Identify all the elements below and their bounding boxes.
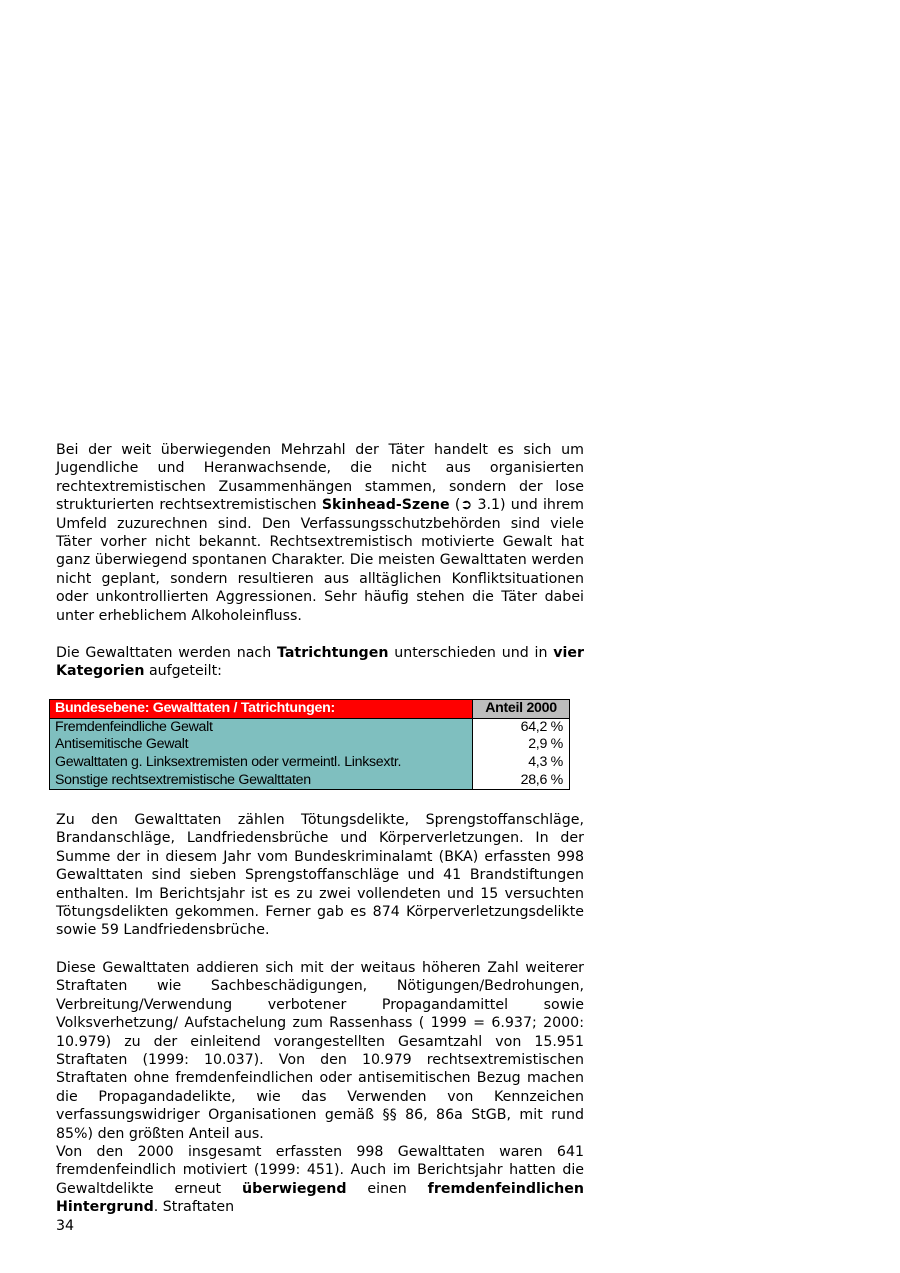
emphasis-skinhead-szene: Skinhead-Szene bbox=[321, 497, 450, 514]
text-span: ( bbox=[449, 497, 461, 514]
table-header-row bbox=[50, 700, 570, 719]
table-cell-share: 64,2 % bbox=[473, 718, 570, 736]
table-cell-share: 4,3 % bbox=[473, 754, 570, 772]
table-cell-share: 2,9 % bbox=[473, 736, 570, 754]
text-span: 3.1) und ihrem Umfeld zuzurechnen sind. Den Verfassungsschutzbehörden sind viele Täter vorher nicht bekannt. Rechtsextremistisch motivierte Gewalt hat ganz überwiegend spontanen Charakter. Die meisten Gewalttaten werden nicht geplant, sondern resultieren aus alltäglichen Konfliktsituationen oder unkontrollierten Aggressionen. Sehr häufig stehen die Täter dabei unter erheblichem Alkoholeinfluss. bbox=[56, 497, 584, 624]
text-span: aufgeteilt: bbox=[144, 663, 222, 680]
emphasis-vier-kategorien: vier Kategorien bbox=[56, 645, 584, 680]
text-span: Von den 2000 insgesamt erfassten 998 Gewalttaten waren 641 fremdenfeindlich motiviert (1999: 451). Auch im Berichtsjahr hatten die Gewaltdelikte erneut bbox=[56, 1144, 584, 1197]
emphasis-tatrichtungen: Tatrichtungen bbox=[277, 645, 389, 661]
table-cell-category: Gewalttaten g. Linksextremisten oder vermeintl. Linksextr. bbox=[50, 754, 473, 772]
paragraph-perpetrators bbox=[56, 441, 584, 625]
table-row bbox=[50, 736, 570, 754]
text-span: Bei der weit überwiegenden Mehrzahl der Täter handelt es sich um Jugendliche und Heranwachsende, die nicht aus organisierten rechtextremistischen Zusammenhängen stammen, sondern der lose strukturierten rechtsextremistischen bbox=[56, 442, 584, 514]
paragraph-categories-intro bbox=[56, 644, 584, 681]
paragraph-xenophobic-violence bbox=[56, 1143, 584, 1217]
table-row bbox=[50, 754, 570, 772]
table-cell-category: Sonstige rechtsextremistische Gewalttaten bbox=[50, 771, 473, 789]
violence-categories-table bbox=[49, 699, 570, 790]
text-span: . Straftaten bbox=[153, 1199, 235, 1216]
table-cell-category: Antisemitische Gewalt bbox=[50, 736, 473, 754]
table-header-category: Bundesebene: Gewalttaten / Tatrichtungen: bbox=[50, 700, 473, 719]
paragraph-offence-types: Zu den Gewalttaten zählen Tötungsdelikte, Sprengstoffanschläge, Brandanschläge, Landfriedensbrüche und Körperverletzungen. In der Summe der in diesem Jahr vom Bundeskriminalamt (BKA) erfassten 998 Gewalttaten sind sieben Sprengstoffanschläge und 41 Brandstiftungen enthalten. Im Berichtsjahr ist es zu zwei vollendeten und 15 versuchten Tötungsdelikten gekommen. Ferner gab es 874 Körperverletzungsdelikte sowie 59 Landfriedensbrüche. bbox=[56, 812, 584, 939]
table-cell-share: 28,6 % bbox=[473, 771, 570, 789]
table-row bbox=[50, 718, 570, 736]
text-span: unterschieden und in bbox=[388, 645, 554, 661]
table-row bbox=[50, 771, 570, 789]
cross-reference-arrow-icon: ➲ bbox=[460, 497, 473, 514]
page-number: 34 bbox=[56, 1218, 75, 1234]
table-header-share: Anteil 2000 bbox=[473, 700, 570, 719]
emphasis-ueberwiegend: überwiegend bbox=[242, 1180, 347, 1197]
paragraph-total-offences: Diese Gewalttaten addieren sich mit der weitaus höheren Zahl weiterer Straftaten wie Sachbeschädigungen, Nötigungen/Bedrohungen, Verbreitung/Verwendung verbotener Propagandamittel sowie Volksverhetzung/ Aufstachelung zum Rassenhass ( 1999 = 6.937; 2000: 10.979) zu der einleitend vorangestellten Gesamtzahl von 15.951 Straftaten (1999: 10.037). Von den 10.979 rechtsextremistischen Straftaten ohne fremdenfeindlichen oder antisemitischen Bezug machen die Propagandadelikte, wie das Verwenden von Kennzeichen verfassungswidriger Organisationen gemäß §§ 86, 86a StGB, mit rund 85%) den größten Anteil aus. bbox=[56, 960, 584, 1142]
table-cell-category: Fremdenfeindliche Gewalt bbox=[50, 718, 473, 736]
text-span: Die Gewalttaten werden nach bbox=[56, 645, 277, 661]
text-span: einen bbox=[346, 1180, 428, 1197]
emphasis-fremdenfeindlicher-hintergrund: fremdenfeindlichen Hintergrund bbox=[56, 1180, 584, 1216]
